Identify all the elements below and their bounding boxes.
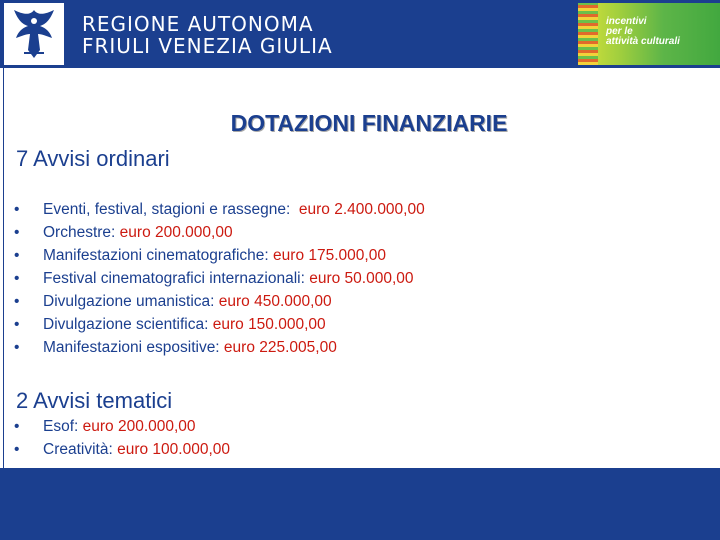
item-label: Divulgazione scientifica: bbox=[43, 316, 213, 333]
item-amount: euro 150.000,00 bbox=[212, 316, 326, 333]
item-amount: euro 2.400.000,00 bbox=[298, 201, 425, 218]
list-item bbox=[14, 221, 425, 244]
bullet-icon: • bbox=[14, 316, 20, 333]
region-name-line1: REGIONE AUTONOMA bbox=[82, 12, 314, 36]
bullet-icon: • bbox=[14, 224, 20, 241]
thematic-list bbox=[14, 415, 230, 461]
item-label: Eventi, festival, stagioni e rassegne: bbox=[43, 201, 299, 218]
slide-title: DOTAZIONI FINANZIARIE bbox=[230, 110, 508, 136]
region-name-line2: FRIULI VENEZIA GIULIA bbox=[82, 34, 333, 58]
banner-line3: attività culturali bbox=[606, 36, 680, 47]
item-label: Esof: bbox=[43, 418, 83, 435]
ordinary-list bbox=[14, 198, 425, 359]
item-amount: euro 200.000,00 bbox=[119, 224, 233, 241]
eagle-icon bbox=[8, 6, 60, 62]
item-label: Orchestre: bbox=[43, 224, 120, 241]
section-heading-thematic: 2 Avvisi tematici bbox=[16, 388, 173, 413]
item-amount: euro 200.000,00 bbox=[82, 418, 196, 435]
list-item bbox=[14, 267, 425, 290]
list-item bbox=[14, 290, 425, 313]
list-item bbox=[14, 438, 230, 461]
item-amount: euro 450.000,00 bbox=[218, 293, 332, 310]
bullet-icon: • bbox=[14, 270, 20, 287]
bullet-icon: • bbox=[14, 201, 20, 218]
section-heading-ordinary: 7 Avvisi ordinari bbox=[16, 146, 170, 171]
item-label: Manifestazioni espositive: bbox=[43, 339, 224, 356]
item-amount: euro 100.000,00 bbox=[117, 441, 230, 458]
banner-text bbox=[606, 17, 680, 47]
bullet-icon: • bbox=[14, 293, 20, 310]
region-name bbox=[82, 13, 333, 57]
list-item bbox=[14, 244, 425, 267]
list-item bbox=[14, 336, 425, 359]
item-label: Creatività: bbox=[43, 441, 118, 458]
bullet-icon: • bbox=[14, 339, 20, 356]
list-item bbox=[14, 313, 425, 336]
header-bar bbox=[0, 0, 720, 68]
item-label: Divulgazione umanistica: bbox=[43, 293, 219, 310]
bullet-icon: • bbox=[14, 247, 20, 264]
item-amount: euro 50.000,00 bbox=[309, 270, 414, 287]
banner-line2: per le bbox=[606, 26, 633, 37]
bullet-icon: • bbox=[14, 418, 20, 435]
bullet-icon: • bbox=[14, 441, 20, 458]
region-logo bbox=[4, 3, 64, 65]
item-amount: euro 175.000,00 bbox=[273, 247, 386, 264]
list-item bbox=[14, 415, 230, 438]
item-label: Manifestazioni cinematografiche: bbox=[43, 247, 274, 264]
footer-bar bbox=[0, 468, 720, 540]
item-amount: euro 225.005,00 bbox=[223, 339, 337, 356]
banner-stripes bbox=[578, 3, 598, 65]
culture-banner bbox=[578, 3, 720, 65]
list-item bbox=[14, 198, 425, 221]
item-label: Festival cinematografici internazionali: bbox=[43, 270, 310, 287]
banner-line1: incentivi bbox=[606, 16, 647, 27]
